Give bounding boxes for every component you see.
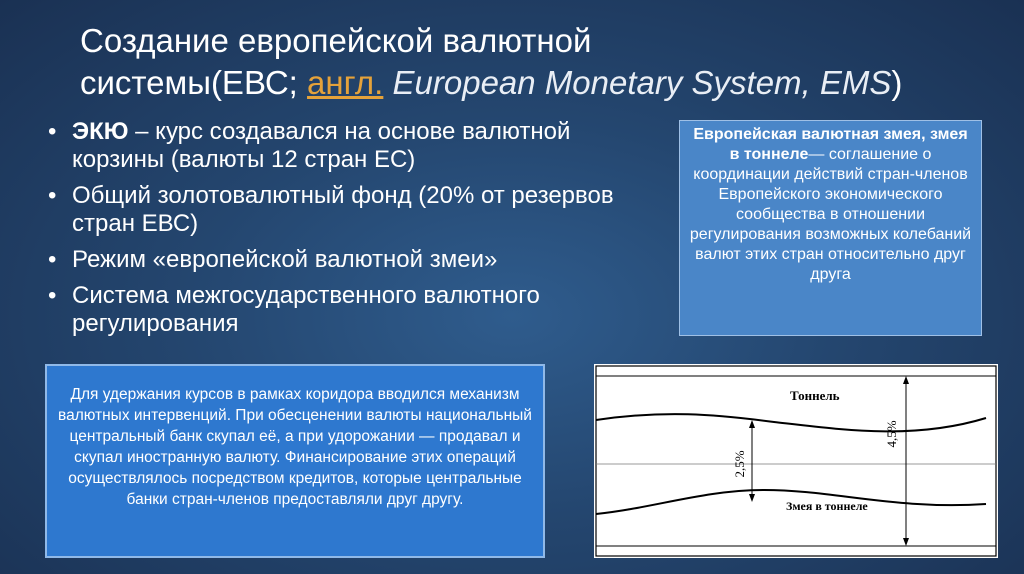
definition-box [679,120,982,336]
bullet-list [46,118,666,346]
left-arrow-head-down [749,494,755,502]
label-tunnel: Тоннель [790,388,840,403]
title-main-word: системы [80,64,211,101]
definition-text: — соглашение о координации действий стран-членов Европейского экономического сообщества в отношении регулирования возможных колебаний валют этих стран относительно друг друга [689,146,972,283]
snake-tunnel-diagram [594,364,998,558]
title-line-1: Создание европейской валютной [80,22,592,59]
bullet-item [46,118,666,174]
snake-upper-curve [596,414,986,431]
right-arrow-head-down [903,538,909,546]
bullet-text: – курс создавался на основе валютной корзины (валюты 12 стран ЕС) [72,118,571,173]
title-english: European Monetary System, EMS [392,64,892,101]
right-arrow-head-up [903,376,909,384]
slide-title [80,20,960,104]
title-paren-open: (ЕВС; [210,64,308,101]
bullet-bold: ЭКЮ [72,118,129,145]
diagram-svg [594,364,998,558]
left-arrow-head-up [749,420,755,428]
label-right-band: 4,5% [884,420,899,448]
bullet-text: Режим «европейской валютной змеи» [72,246,498,273]
intervention-text: Для удержания курсов в рамках коридора вводился механизм валютных интервенций. При обесценении валюты национальный центральный банк скупал её, а при удорожании — продавал и скупал иностранную валюту. Финансирование этих операций осуществлялось посредством кредитов, которые центральные банки стран-членов предоставляли друг другу. [58,386,532,508]
title-line-2 [80,62,960,104]
bullet-item [46,182,666,238]
title-link-engl[interactable]: англ. [307,64,384,101]
bullet-item [46,282,666,338]
definition-term: Европейская валютная змея, змея в тоннеле [693,126,968,163]
intervention-box [45,364,545,558]
label-snake: Змея в тоннеле [786,499,868,513]
label-left-band: 2,5% [732,450,747,478]
bullet-text: Общий золотовалютный фонд (20% от резервов стран ЕВС) [72,182,614,237]
bullet-item [46,246,666,274]
bullet-text: Система межгосударственного валютного регулирования [72,282,540,337]
title-paren-close: ) [891,64,903,101]
